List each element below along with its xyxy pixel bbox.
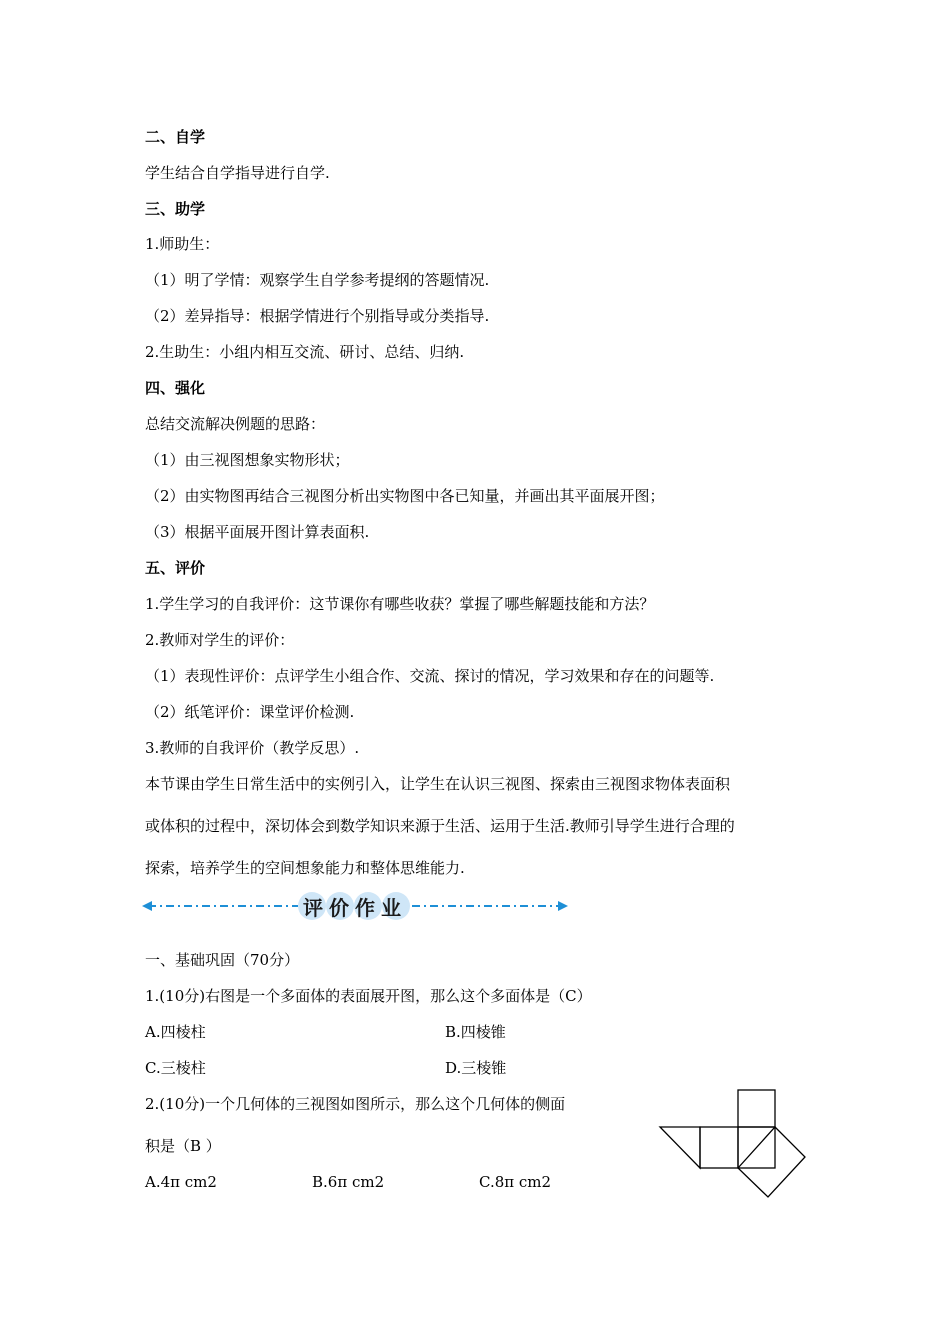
question-2: 2.(10分)一个几何体的三视图如图所示，那么这个几何体的侧面 — [145, 1095, 566, 1113]
q2-option-a: A.4π cm2 — [145, 1173, 217, 1191]
question-1: 1.(10分)右图是一个多面体的表面展开图，那么这个多面体是（C） — [145, 987, 592, 1005]
homework-banner — [140, 890, 570, 922]
section-heading-assist: 三、助学 — [145, 200, 206, 218]
q2-option-c: C.8π cm2 — [479, 1173, 552, 1191]
question-2-cont: 积是（B ） — [145, 1137, 221, 1155]
paragraph: （2）纸笔评价：课堂评价检测. — [145, 703, 355, 721]
q1-option-a: A.四棱柱 — [145, 1023, 206, 1041]
q2-option-b: B.6π cm2 — [312, 1173, 385, 1191]
section-heading-evaluation: 五、评价 — [145, 559, 206, 577]
paragraph: （1）明了学情：观察学生自学参考提纲的答题情况. — [145, 271, 490, 289]
paragraph: （1）由三视图想象实物形状； — [145, 451, 350, 469]
paragraph: 本节课由学生日常生活中的实例引入，让学生在认识三视图、探索由三视图求物体表面积 — [145, 775, 731, 793]
q1-option-d: D.三棱锥 — [445, 1059, 507, 1077]
paragraph: （1）表现性评价：点评学生小组合作、交流、探讨的情况，学习效果和存在的问题等. — [145, 667, 715, 685]
paragraph: 或体积的过程中，深切体会到数学知识来源于生活、运用于生活.教师引导学生进行合理的 — [145, 817, 735, 835]
banner-title: 评价作业 — [303, 895, 407, 920]
paragraph: （3）根据平面展开图计算表面积. — [145, 523, 370, 541]
net-drawing — [655, 1085, 810, 1200]
homework-part-heading: 一、基础巩固（70分） — [145, 951, 300, 969]
paragraph: （2）由实物图再结合三视图分析出实物图中各已知量，并画出其平面展开图； — [145, 487, 665, 505]
polyhedron-net-figure — [655, 1085, 810, 1200]
paragraph: 1.师助生： — [145, 235, 220, 253]
paragraph: 2.生助生：小组内相互交流、研讨、总结、归纳. — [145, 343, 465, 361]
paragraph: 3.教师的自我评价（教学反思）. — [145, 739, 360, 757]
banner-title-box — [297, 890, 413, 922]
paragraph: 1.学生学习的自我评价：这节课你有哪些收获？掌握了哪些解题技能和方法？ — [145, 595, 655, 613]
q1-option-b: B.四棱锥 — [445, 1023, 506, 1041]
paragraph: 学生结合自学指导进行自学. — [145, 164, 330, 182]
paragraph: 2.教师对学生的评价： — [145, 631, 295, 649]
q1-option-c: C.三棱柱 — [145, 1059, 206, 1077]
paragraph: 探索，培养学生的空间想象能力和整体思维能力. — [145, 859, 465, 877]
paragraph: 总结交流解决例题的思路： — [145, 415, 326, 433]
section-heading-self-study: 二、自学 — [145, 128, 206, 146]
section-heading-strengthen: 四、强化 — [145, 379, 206, 397]
paragraph: （2）差异指导：根据学情进行个别指导或分类指导. — [145, 307, 490, 325]
